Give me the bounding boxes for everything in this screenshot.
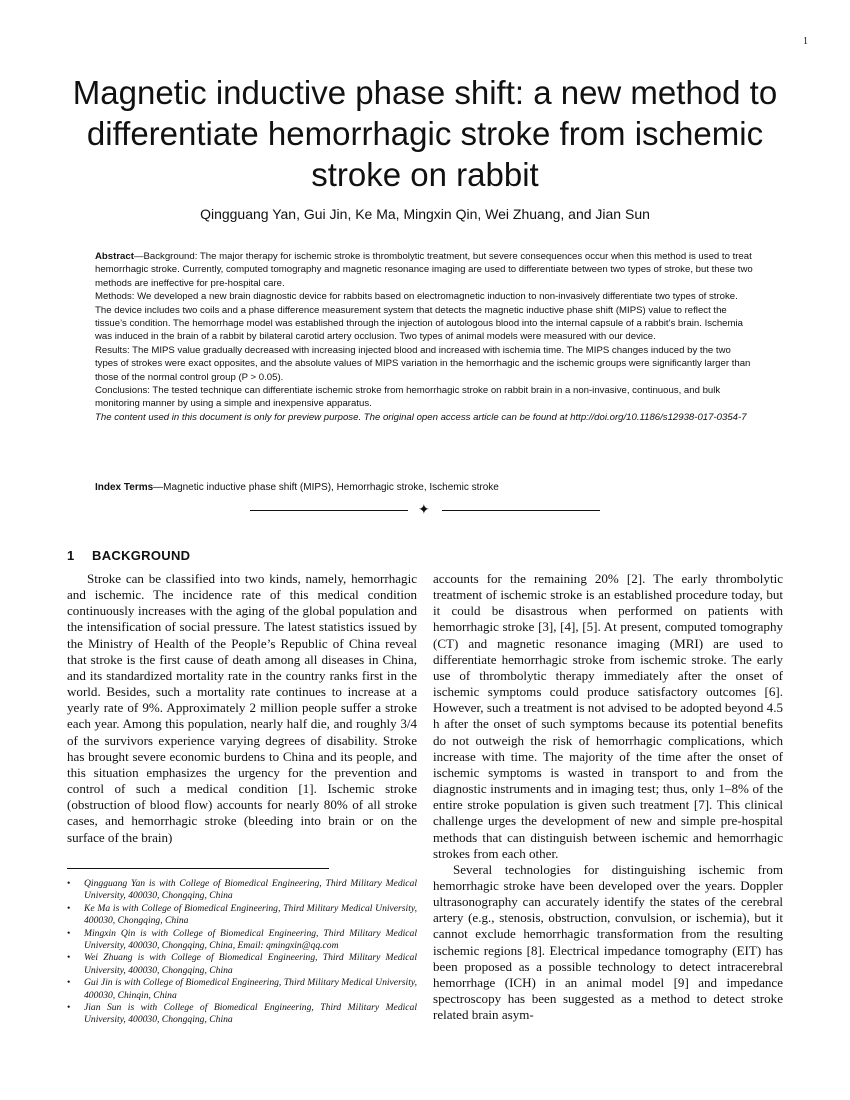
section-title: BACKGROUND	[92, 548, 191, 563]
section-heading	[67, 548, 190, 563]
section-number: 1	[67, 548, 75, 563]
index-terms	[95, 482, 756, 493]
preview-note: The content used in this document is only for preview purpose. The original open access article can be found at http://doi.org/10.1186/s12938-017-0354-7	[95, 411, 747, 423]
divider-diamond-icon: ✦	[418, 502, 430, 518]
index-terms-text: —Magnetic inductive phase shift (MIPS), Hemorrhagic stroke, Ischemic stroke	[153, 482, 499, 493]
footnotes	[67, 878, 417, 1027]
abstract-background-text: —Background: The major therapy for ischemic stroke is thrombolytic treatment, but severe consequences occur when this method is used to treat hemorrhagic stroke. Currently, computed tomography and magnetic resonance imaging are used to differentiate between two types of stroke, but these two methods are ineffective for pre-hospital care.	[95, 251, 753, 289]
page-number: 1	[803, 36, 808, 47]
footnote-rule	[67, 868, 329, 869]
author-list: Qingguang Yan, Gui Jin, Ke Ma, Mingxin Qin, Wei Zhuang, and Jian Sun	[200, 206, 650, 222]
abstract-conclusions: Conclusions: The tested technique can differentiate ischemic stroke from hemorrhagic stroke on rabbit brain in a non-invasive, continuous, and bulk monitoring manner by using a simple and inexpensive apparatus.	[95, 385, 721, 410]
index-terms-label: Index Terms	[95, 482, 154, 493]
footnote-bullet: •	[67, 878, 71, 889]
footnote-text: Ke Ma is with College of Biomedical Engineering, Third Military Medical University, 400030, Chongqing, China	[84, 902, 417, 927]
left-column	[67, 571, 417, 846]
abstract	[95, 250, 756, 424]
footnote-text: Wei Zhuang is with College of Biomedical Engineering, Third Military Medical University, 400030, Chongqing, China	[84, 952, 417, 976]
footnote-bullet: •	[67, 977, 71, 989]
footnote-item	[67, 1002, 417, 1027]
footnote-text: Qingguang Yan is with College of Biomedical Engineering, Third Military Medical University, 400030, Chongqing, China	[84, 878, 417, 902]
footnote-text: Gui Jin is with College of Biomedical Engineering, Third Military Medical University, 400030, Chinqin, China	[84, 977, 417, 1001]
abstract-methods: Methods: We developed a new brain diagnostic device for rabbits based on electromagnetic induction to non-invasively differentiate two types of stroke. The device includes two coils and a phase difference measurement system that detects the magnetic inductive phase shift (MIPS) value to reflect the tissue’s condition. The hemorrhage model was established through the injection of autologous blood into the internal capsule of a rabbit’s brain. Ischemia was induced in the brain of a rabbit by bilateral carotid artery occlusion. Two types of animal models were measured with our device.	[95, 291, 743, 343]
abstract-results: Results: The MIPS value gradually decreased with increasing injected blood and increased with ischemia time. The MIPS changes induced by the two types of strokes were exact opposites, and the absolute values of MIPS variation in the hemorrhagic and the ischemic groups were significantly larger than those of the normal control group (P > 0.05).	[95, 344, 751, 383]
divider-line-right	[442, 510, 600, 511]
footnote-bullet: •	[67, 902, 71, 914]
footnote-item	[67, 977, 417, 1002]
footnote-item	[67, 878, 417, 903]
abstract-label: Abstract	[95, 251, 134, 262]
footnote-item	[67, 952, 417, 977]
footnote-item	[67, 903, 417, 928]
abstract-background	[95, 250, 756, 290]
body-paragraph: accounts for the remaining 20% [2]. The early thrombolytic treatment of ischemic stroke is an established procedure today, but it could be disastrous when performed on patients with hemorrhagic stroke [3], [4], [5]. At present, computed tomography (CT) and magnetic resonance imaging (MRI) are used to differentiate hemorrhagic stroke from ischemic stroke. The early use of thrombolytic therapy immediately after the onset of ischemic symptoms could produce satisfactory outcomes [6]. However, such a treatment is not advised to be adopted beyond 4.5 h after the onset of such symptoms because its potential benefits do not outweigh the risk of hemorrhagic complications, which increase with time. The majority of the time after the onset of ischemic symptoms is wasted in transport to and from the diagnostic instruments and in imaging test; thus, only 1–8% of the entire stroke population is given such treatment [7]. This clinical challenge urges the development of new and simple pre-hospital methods that can distinguish between ischemic and hemorrhagic strokes from each other.	[433, 571, 783, 861]
body-paragraph: Stroke can be classified into two kinds, namely, hemorrhagic and ischemic. The incidence rate of this medical condition continuously increases with the aging of the global population and the intensification of social pressure. The latest statistics issued by the Ministry of Health of the People’s Republic of China reveal that stroke is the first cause of death among all diseases in China, and its standardized mortality rate in the country ranks first in the world. Besides, such a mortality rate continues to increase at a yearly rate of 9%. Approximately 2 million people suffer a stroke each year. Among this population, nearly half die, and roughly 3/4 of the survivors experience varying degrees of disability. Stroke has brought severe economic burdens to China and its people, and this situation emphasizes the urgency for the prevention and control of such a medical condition [1]. Ischemic stroke (obstruction of blood flow) accounts for nearly 80% of all stroke cases, and hemorrhagic stroke (bleeding into brain or on the surface of the brain)	[67, 571, 417, 845]
right-column	[433, 571, 783, 1023]
footnote-bullet: •	[67, 952, 71, 964]
body-paragraph: Several technologies for distinguishing ischemic from hemorrhagic stroke have been developed over the years. Doppler ultrasonography can accurately identify the states of the cerebral artery (e.g., stenosis, obstruction, convulsion, or ischemia), but it cannot exclude hemorrhagic transformation from the resulting ischemic regions [8]. Electrical impedance tomography (EIT) has been proposed as a possible technology to detect intracerebral hemorrhage (ICH) in an animal model [9] and impedance spectroscopy has been suggested as a method to detect stroke related brain asym-	[433, 861, 783, 1023]
footnote-item	[67, 928, 417, 953]
divider-line-left	[250, 510, 408, 511]
footnote-bullet: •	[67, 927, 71, 939]
footnote-text: Jian Sun is with College of Biomedical Engineering, Third Military Medical University, 400030, Chongqing, China	[84, 1002, 417, 1026]
paper-title: Magnetic inductive phase shift: a new method to differentiate hemorrhagic stroke from ischemic stroke on rabbit	[72, 74, 778, 193]
footnote-bullet: •	[67, 1002, 71, 1014]
footnote-text: Mingxin Qin is with College of Biomedical Engineering, Third Military Medical University, 400030, Chongqing, China, Email: qmingxin@qq.com	[84, 927, 417, 952]
